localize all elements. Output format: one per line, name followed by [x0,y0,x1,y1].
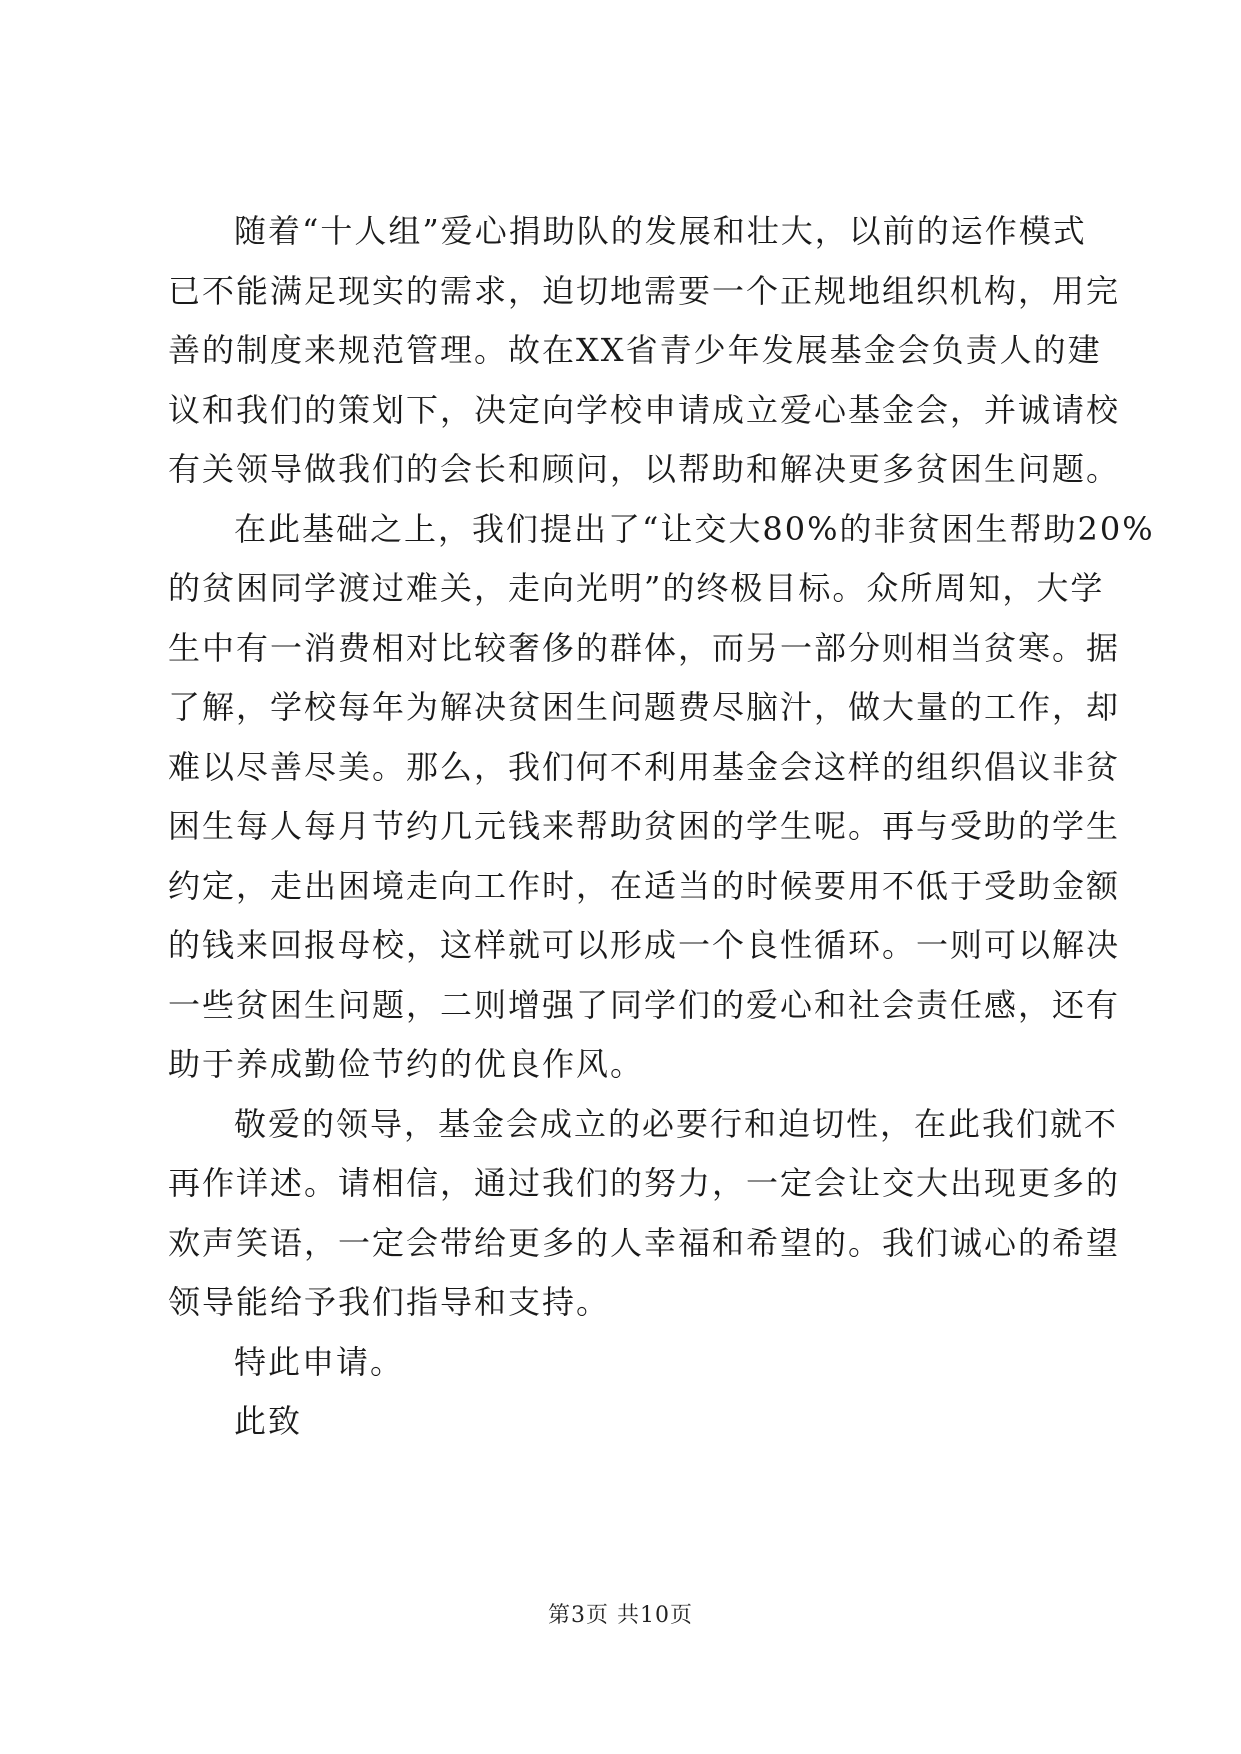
paragraph-3-line-4: 领导能给予我们指导和支持。 [168,1283,611,1321]
paragraph-2-line-6: 困生每人每月节约几元钱来帮助贫困的学生呢。再与受助的学生 [168,807,1121,845]
paragraph-2-line-10: 助于养成勤俭节约的优良作风。 [168,1045,645,1083]
paragraph-1-line-3: 善的制度来规范管理。故在XX省青少年发展基金会负责人的建 [168,331,1102,369]
paragraph-2-line-9: 一些贫困生问题，二则增强了同学们的爱心和社会责任感，还有 [168,985,1121,1024]
paragraph-3-line-2: 再作详述。请相信，通过我们的努力，一定会让交大出现更多的 [168,1164,1121,1202]
paragraph-2-line-7: 约定，走出困境走向工作时，在适当的时候要用不低于受助金额 [168,866,1121,905]
page-number-footer: 第3页 共10页 [548,1603,693,1628]
paragraph-1-line-5: 有关领导做我们的会长和顾问，以帮助和解决更多贫困生问题。 [168,450,1121,488]
paragraph-2-line-3: 生中有一消费相对比较奢侈的群体，而另一部分则相当贫寒。据 [168,628,1121,667]
document-body [168,202,1155,1452]
paragraph-3-line-3: 欢声笑语，一定会带给更多的人幸福和希望的。我们诚心的希望 [168,1223,1121,1262]
paragraph-2-line-4: 了解，学校每年为解决贫困生问题费尽脑汁，做大量的工作，却 [168,688,1121,726]
paragraph-2-line-5: 难以尽善尽美。那么，我们何不利用基金会这样的组织倡议非贫 [168,747,1121,786]
paragraph-3-line-1: 敬爱的领导，基金会成立的必要行和迫切性，在此我们就不 [234,1104,1119,1143]
paragraph-1-line-1: 随着“十人组”爱心捐助队的发展和壮大，以前的运作模式 [234,212,1087,250]
paragraph-2-line-8: 的钱来回报母校，这样就可以形成一个良性循环。一则可以解决 [168,926,1121,964]
paragraph-1-line-2: 已不能满足现实的需求，迫切地需要一个正规地组织机构，用完 [168,271,1121,310]
paragraph-2-line-1: 在此基础之上，我们提出了“让交大80%的非贫困生帮助20% [234,509,1155,548]
paragraph-2-line-2: 的贫困同学渡过难关，走向光明”的终极目标。众所周知，大学 [168,569,1105,607]
salutation-line: 此致 [234,1402,303,1440]
paragraph-1-line-4: 议和我们的策划下，决定向学校申请成立爱心基金会，并诚请校 [168,390,1121,429]
closing-request-line: 特此申请。 [234,1342,405,1381]
